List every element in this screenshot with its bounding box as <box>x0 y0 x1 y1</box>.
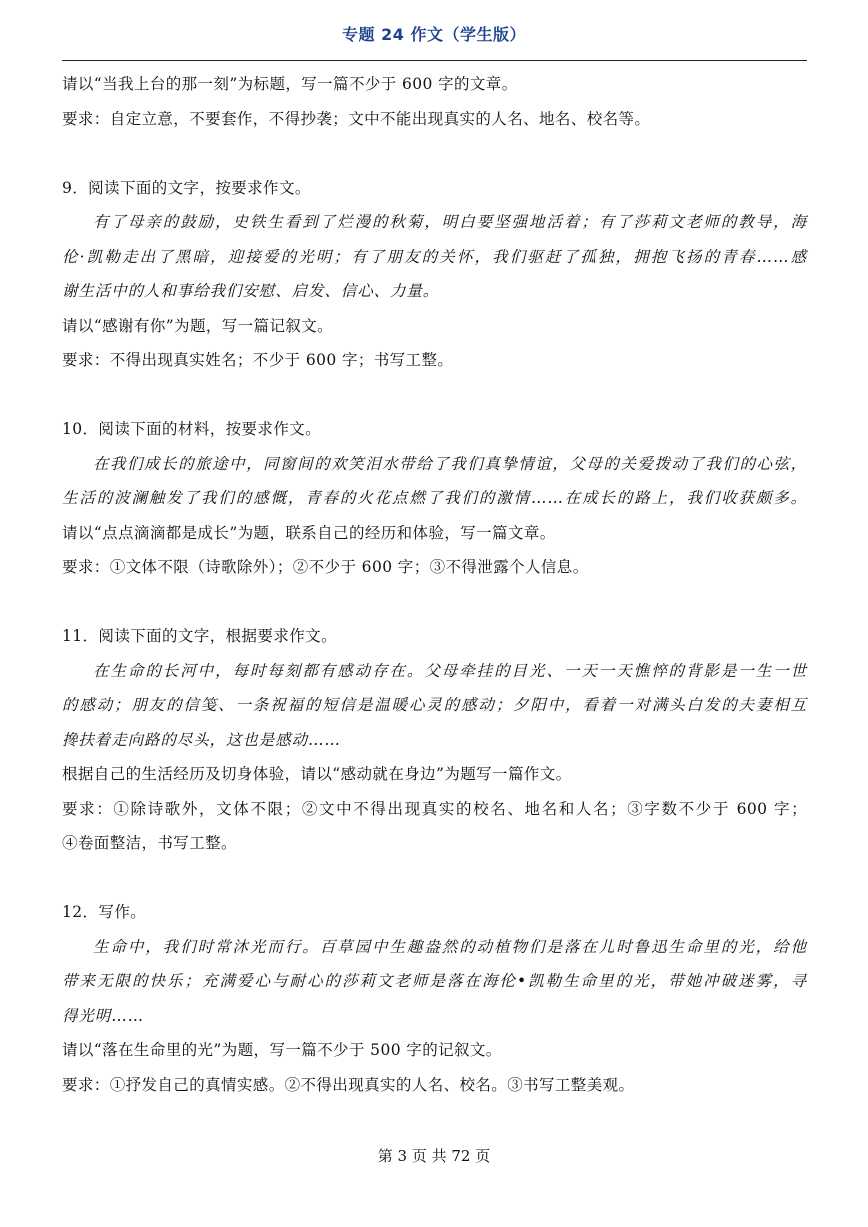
question-heading: 12．写作。 <box>62 903 147 921</box>
material-line: 有了母亲的鼓励，史铁生看到了烂漫的秋菊，明白要坚强地活着；有了莎莉文老师的教导，海 <box>93 213 807 231</box>
prompt-text: 请以“当我上台的那一刻”为标题，写一篇不少于 600 字的文章。 <box>62 75 518 93</box>
material-line: 谢生活中的人和事给我们安慰、启发、信心、力量。 <box>62 282 440 300</box>
material-line: 伦·凯勒走出了黑暗，迎接爱的光明；有了朋友的关怀，我们驱赶了孤独，拥抱飞扬的青春……感 <box>62 247 807 266</box>
question-heading: 11．阅读下面的文字，根据要求作文。 <box>62 627 337 645</box>
material-line: 的感动；朋友的信笺、一条祝福的短信是温暖心灵的感动；夕阳中，看着一对满头白发的夫妻相互 <box>62 696 807 714</box>
material-line: 在生命的长河中，每时每刻都有感动存在。父母牵挂的目光、一天一天憔悴的背影是一生一世 <box>93 661 807 680</box>
document-body <box>62 67 807 1102</box>
material-line: 生活的波澜触发了我们的感慨，青春的火花点燃了我们的激情……在成长的路上，我们收获颇多。 <box>62 489 807 507</box>
prompt-text: 请以“落在生命里的光”为题，写一篇不少于 500 字的记叙文。 <box>62 1041 502 1059</box>
prompt-text: 根据自己的生活经历及切身体验，请以“感动就在身边”为题写一篇作文。 <box>62 765 572 783</box>
page-header-title: 专题 24 作文（学生版） <box>342 25 526 44</box>
requirement-text: 要求：①文体不限（诗歌除外）；②不少于 600 字；③不得泄露个人信息。 <box>62 558 589 576</box>
prompt-text: 请以“点点滴滴都是成长”为题，联系自己的经历和体验，写一篇文章。 <box>62 523 556 542</box>
requirement-text: 要求：①抒发自己的真情实感。②不得出现真实的人名、校名。③书写工整美观。 <box>62 1075 635 1094</box>
material-line: 得光明…… <box>62 1006 145 1025</box>
header-divider <box>62 60 807 61</box>
prompt-text: 请以“感谢有你”为题，写一篇记叙文。 <box>62 316 334 335</box>
section-11 <box>62 619 807 861</box>
section-12 <box>62 895 807 1102</box>
question-heading: 9．阅读下面的文字，按要求作文。 <box>62 178 311 197</box>
requirement-text: 要求：不得出现真实姓名；不少于 600 字；书写工整。 <box>62 351 454 369</box>
question-heading: 10．阅读下面的材料，按要求作文。 <box>62 420 322 438</box>
requirement-text: 要求：自定立意，不要套作，不得抄袭；文中不能出现真实的人名、地名、校名等。 <box>62 109 651 128</box>
material-line: 在我们成长的旅途中，同窗间的欢笑泪水带给了我们真挚情谊，父母的关爱拨动了我们的心弦， <box>93 454 807 473</box>
material-line: 带来无限的快乐；充满爱心与耐心的莎莉文老师是落在海伦•凯勒生命里的光，带她冲破迷雾，寻 <box>62 972 807 990</box>
material-line: 搀扶着走向路的尽头，这也是感动…… <box>62 730 341 749</box>
section-8 <box>62 67 807 136</box>
section-9 <box>62 171 807 378</box>
requirement-text: 要求：①除诗歌外，文体不限；②文中不得出现真实的校名、地名和人名；③字数不少于 600 字； <box>62 799 807 818</box>
material-line: 生命中，我们时常沐光而行。百草园中生趣盎然的动植物们是落在儿时鲁迅生命里的光，给他 <box>93 937 807 956</box>
requirement-text: ④卷面整洁，书写工整。 <box>62 834 237 852</box>
page-number: 第 3 页 共 72 页 <box>377 1147 491 1165</box>
section-10 <box>62 412 807 585</box>
